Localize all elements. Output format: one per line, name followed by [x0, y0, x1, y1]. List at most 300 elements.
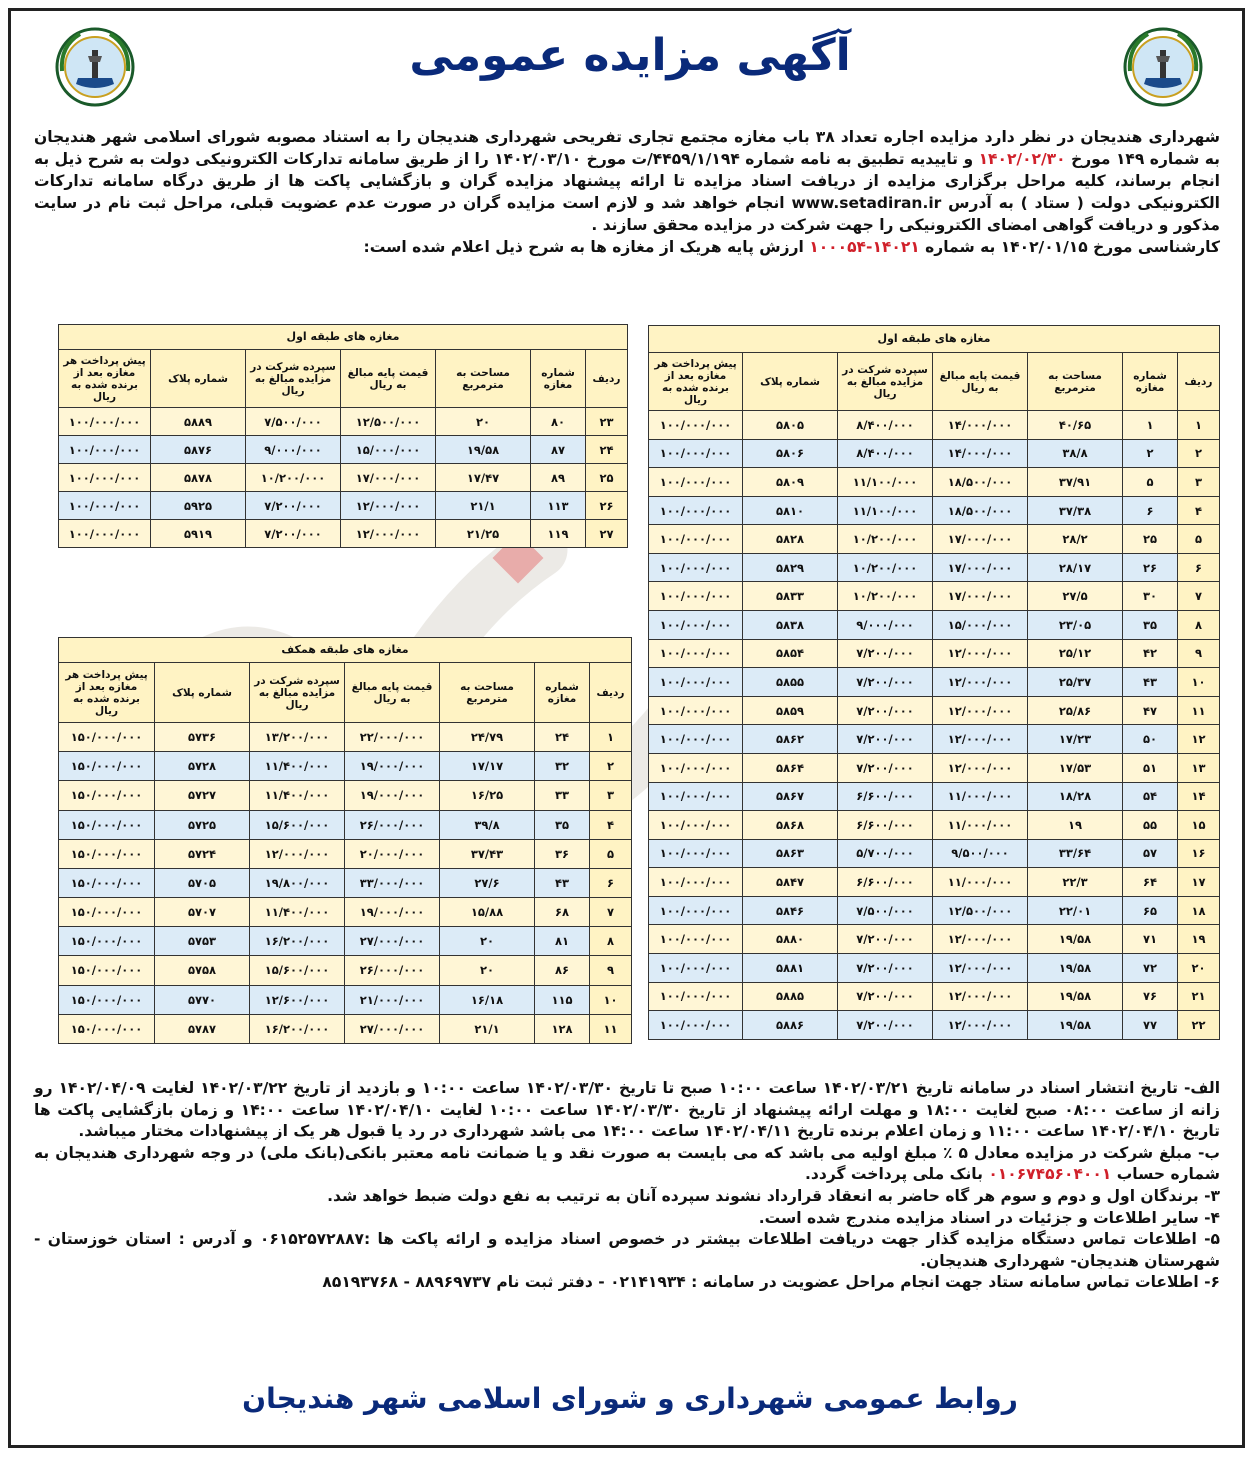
table-cell: ۱۰۰/۰۰۰/۰۰۰	[649, 925, 743, 954]
table-cell: ۱۵۰/۰۰۰/۰۰۰	[59, 752, 155, 781]
table-row	[649, 525, 1220, 554]
basement-table	[58, 637, 632, 1044]
table-cell: ۱۷/۵۳	[1028, 753, 1123, 782]
table-cell: ۱۹/۰۰۰/۰۰۰	[345, 781, 440, 810]
table-cell: ۳۵	[535, 810, 590, 839]
table-row	[59, 723, 632, 752]
table-cell: ۱۷/۴۷	[436, 464, 531, 492]
table-cell: ۵	[590, 839, 632, 868]
table-cell: ۶/۶۰۰/۰۰۰	[838, 782, 933, 811]
table-cell: ۵۱	[1123, 753, 1178, 782]
table-cell: ۱۰۰/۰۰۰/۰۰۰	[649, 896, 743, 925]
table-cell: ۳۳	[535, 781, 590, 810]
table-cell: ۴۲	[1123, 639, 1178, 668]
table-cell: ۲۶	[1123, 553, 1178, 582]
table-row	[59, 985, 632, 1014]
table-cell: ۳۸/۸	[1028, 439, 1123, 468]
table-cell: ۱۵/۶۰۰/۰۰۰	[250, 810, 345, 839]
table-cell: ۶۸	[535, 898, 590, 927]
table-cell: ۶	[1123, 496, 1178, 525]
column-header: سپرده شرکت در مزایده مبالغ به ریال	[246, 350, 341, 408]
page-title: آگهی مزایده عمومی	[409, 30, 851, 81]
table-cell: ۱۵۰/۰۰۰/۰۰۰	[59, 781, 155, 810]
table-row	[649, 725, 1220, 754]
table-cell: ۱۰/۲۰۰/۰۰۰	[838, 582, 933, 611]
table-cell: ۱۰۰/۰۰۰/۰۰۰	[649, 639, 743, 668]
table-cell: ۵۸۶۸	[743, 811, 838, 840]
table-cell: ۵۸۳۸	[743, 611, 838, 640]
table-cell: ۱۵۰/۰۰۰/۰۰۰	[59, 839, 155, 868]
table-cell: ۱۰/۲۰۰/۰۰۰	[838, 553, 933, 582]
ground-floor-table-a	[648, 325, 1220, 1040]
table-cell: ۵۸۶۳	[743, 839, 838, 868]
table-cell: ۱۴/۰۰۰/۰۰۰	[933, 439, 1028, 468]
table-cell: ۷/۵۰۰/۰۰۰	[838, 896, 933, 925]
table-cell: ۲۰	[440, 927, 535, 956]
table-cell: ۵۸۶۲	[743, 725, 838, 754]
table-cell: ۹	[590, 956, 632, 985]
table-row	[59, 898, 632, 927]
table-cell: ۵۷۰۷	[155, 898, 250, 927]
table-cell: ۱۲	[1178, 725, 1220, 754]
table-row	[649, 953, 1220, 982]
table-cell: ۱۸/۵۰۰/۰۰۰	[933, 496, 1028, 525]
table-cell: ۷/۲۰۰/۰۰۰	[838, 725, 933, 754]
table-cell: ۵۹۲۵	[151, 492, 246, 520]
column-header: شماره مغازه	[531, 350, 586, 408]
table-row	[649, 753, 1220, 782]
table-cell: ۳۳/۰۰۰/۰۰۰	[345, 868, 440, 897]
table-cell: ۸/۴۰۰/۰۰۰	[838, 439, 933, 468]
table-cell: ۱۰۰/۰۰۰/۰۰۰	[649, 696, 743, 725]
note-deposit-text-cont: بانک ملی پرداخت گردد.	[805, 1165, 983, 1184]
table-row	[649, 868, 1220, 897]
table-cell: ۱۱۵	[535, 985, 590, 1014]
table-cell: ۱۰۰/۰۰۰/۰۰۰	[649, 782, 743, 811]
table-cell: ۱۹/۸۰۰/۰۰۰	[250, 868, 345, 897]
table-cell: ۵۷	[1123, 839, 1178, 868]
table-cell: ۱۵۰/۰۰۰/۰۰۰	[59, 956, 155, 985]
table-cell: ۶۵	[1123, 896, 1178, 925]
table-cell: ۵۸۳۳	[743, 582, 838, 611]
table-cell: ۱۶/۲۵	[440, 781, 535, 810]
table-cell: ۱۰	[590, 985, 632, 1014]
table-cell: ۱۶/۲۰۰/۰۰۰	[250, 927, 345, 956]
table-row	[59, 520, 628, 548]
table-cell: ۵۸۲۹	[743, 553, 838, 582]
table-cell: ۲۱	[1178, 982, 1220, 1011]
note-deposit	[34, 1143, 1220, 1186]
table-cell: ۷/۲۰۰/۰۰۰	[838, 953, 933, 982]
table-cell: ۱۷/۰۰۰/۰۰۰	[341, 464, 436, 492]
table-row	[59, 781, 632, 810]
column-header: سپرده شرکت در مزایده مبالغ به ریال	[250, 663, 345, 723]
table-cell: ۱۲/۰۰۰/۰۰۰	[341, 520, 436, 548]
table-cell: ۵۷۳۶	[155, 723, 250, 752]
table-cell: ۲۶	[586, 492, 628, 520]
table-cell: ۱	[1123, 411, 1178, 440]
table-cell: ۸۰	[531, 408, 586, 436]
table-row	[649, 896, 1220, 925]
table-cell: ۷	[590, 898, 632, 927]
table-cell: ۱۰	[1178, 668, 1220, 697]
table-cell: ۱۵۰/۰۰۰/۰۰۰	[59, 927, 155, 956]
table-cell: ۴۰/۶۵	[1028, 411, 1123, 440]
table-cell: ۱۸	[1178, 896, 1220, 925]
table-cell: ۱۰۰/۰۰۰/۰۰۰	[649, 611, 743, 640]
table-cell: ۲۰	[436, 408, 531, 436]
table-cell: ۷/۲۰۰/۰۰۰	[838, 982, 933, 1011]
table-cell: ۱۳/۲۰۰/۰۰۰	[250, 723, 345, 752]
valuation-text: کارشناسی مورخ ۱۴۰۲/۰۱/۱۵ به شماره	[925, 238, 1220, 256]
table-cell: ۵۸۸۶	[743, 1011, 838, 1040]
table-cell: ۲۵	[1123, 525, 1178, 554]
table-row	[59, 956, 632, 985]
table-cell: ۱۹	[1028, 811, 1123, 840]
column-header: پیش پرداخت هر مغازه بعد از برنده شده به ریال	[59, 350, 151, 408]
column-header: ردیف	[1178, 353, 1220, 411]
column-header: قیمت پایه مبالغ به ریال	[933, 353, 1028, 411]
table-cell: ۲۵/۳۷	[1028, 668, 1123, 697]
table-row	[649, 611, 1220, 640]
table-cell: ۱۸/۵۰۰/۰۰۰	[933, 468, 1028, 497]
table-row	[649, 811, 1220, 840]
table-cell: ۲۰/۰۰۰/۰۰۰	[345, 839, 440, 868]
table-cell: ۸۱	[535, 927, 590, 956]
note-deposit-text: ب- مبلغ شرکت در مزایده معادل ۵ ٪ مبلغ اولیه می باشد که می بایست به صورت نقد و یا ضمانت نامه معتبر بانکی(بانک ملی) در وجه شهرداری هندیجان به شماره حساب	[34, 1143, 1220, 1184]
table-cell: ۳۷/۹۱	[1028, 468, 1123, 497]
note-details: ۴- سایر اطلاعات و جزئیات در اسناد مزایده مندرج شده است.	[758, 1208, 1220, 1227]
table-cell: ۳۲	[535, 752, 590, 781]
table-cell: ۴۳	[1123, 668, 1178, 697]
table-cell: ۹/۰۰۰/۰۰۰	[246, 436, 341, 464]
intro-text-cont: و تاییدیه تطبیق به نامه شماره ۴۴۵۹/۱/۱۹۴/ت مورخ ۱۴۰۲/۰۳/۱۰ را از طریق سامانه تدارکات الکترونیکی دولت به شرح ذیل به انجام برساند، کلیه مراحل برگزاری مزایده از دریافت اسناد مزایده تا ارائه پیشنهاد مزایده گران و بازگشایی پاکت ها از طریق درگاه سامانه تدارکات الکترونیکی دولت ( ستاد ) به آدرس www.setadiran.ir انجام خواهد شد و لازم است مزایده گران در صورت عدم عضویت قبلی، مراحل ثبت نام در سایت مذکور و دریافت گواهی امضای الکترونیکی را جهت شرکت در مزایده محقق سازند .	[34, 150, 1220, 234]
table-cell: ۵۸۸۱	[743, 953, 838, 982]
table-cell: ۱۶	[1178, 839, 1220, 868]
table-cell: ۱۰۰/۰۰۰/۰۰۰	[649, 439, 743, 468]
column-header: پیش پرداخت هر مغازه بعد از برنده شده به ریال	[649, 353, 743, 411]
table-cell: ۱	[590, 723, 632, 752]
table-cell: ۵۹۱۹	[151, 520, 246, 548]
table-cell: ۷/۲۰۰/۰۰۰	[838, 696, 933, 725]
table-row	[649, 925, 1220, 954]
table-cell: ۱۲/۰۰۰/۰۰۰	[933, 1011, 1028, 1040]
table-cell: ۱۴	[1178, 782, 1220, 811]
table-row	[59, 1014, 632, 1043]
table-cell: ۵۸۱۰	[743, 496, 838, 525]
table-cell: ۱۲/۰۰۰/۰۰۰	[933, 953, 1028, 982]
table-cell: ۸	[1178, 611, 1220, 640]
table-row	[649, 468, 1220, 497]
table-cell: ۲۴	[586, 436, 628, 464]
table-cell: ۱۱	[590, 1014, 632, 1043]
table-cell: ۱۸/۲۸	[1028, 782, 1123, 811]
table-cell: ۱۱/۱۰۰/۰۰۰	[838, 496, 933, 525]
table-cell: ۶۴	[1123, 868, 1178, 897]
note-setad-contact: ۶- اطلاعات تماس سامانه ستاد جهت انجام مراحل عضویت در سامانه : ۰۲۱۴۱۹۳۴ - دفتر ثبت نام ۸۸۹۶۹۷۳۷ - ۸۵۱۹۳۷۶۸	[322, 1273, 1220, 1292]
table-cell: ۷۲	[1123, 953, 1178, 982]
table-cell: ۲۴/۷۹	[440, 723, 535, 752]
table-cell: ۷۱	[1123, 925, 1178, 954]
table-cell: ۵۸۴۷	[743, 868, 838, 897]
column-header: سپرده شرکت در مزایده مبالغ به ریال	[838, 353, 933, 411]
notes-section	[34, 1078, 1220, 1294]
note-winners: ۳- برندگان اول و دوم و سوم هر گاه حاضر به انعقاد قرارداد نشوند سپرده آنان به ترتیب به نفع دولت ضبط خواهد شد.	[327, 1186, 1220, 1205]
table-cell: ۵۸۷۶	[151, 436, 246, 464]
bank-account-number: ۰۱۰۶۷۴۵۶۰۴۰۰۱	[988, 1165, 1112, 1184]
footer-signature: روابط عمومی شهرداری و شورای اسلامی شهر هندیجان	[242, 1382, 1018, 1415]
table-cell: ۵۷۵۸	[155, 956, 250, 985]
table-cell: ۷/۲۰۰/۰۰۰	[246, 520, 341, 548]
table-cell: ۱۳	[1178, 753, 1220, 782]
table-cell: ۷/۲۰۰/۰۰۰	[838, 1011, 933, 1040]
table-cell: ۲۶/۰۰۰/۰۰۰	[345, 810, 440, 839]
table-cell: ۳۳/۶۴	[1028, 839, 1123, 868]
table-cell: ۱۵۰/۰۰۰/۰۰۰	[59, 723, 155, 752]
table-cell: ۷/۲۰۰/۰۰۰	[838, 753, 933, 782]
ground-floor-table-b	[58, 324, 628, 548]
table-cell: ۱۰۰/۰۰۰/۰۰۰	[649, 753, 743, 782]
table-cell: ۵۸۷۸	[151, 464, 246, 492]
table-cell: ۳۵	[1123, 611, 1178, 640]
table-cell: ۱۹/۵۸	[1028, 982, 1123, 1011]
table-cell: ۵/۷۰۰/۰۰۰	[838, 839, 933, 868]
table-cell: ۱۹/۰۰۰/۰۰۰	[345, 752, 440, 781]
table-cell: ۹/۵۰۰/۰۰۰	[933, 839, 1028, 868]
column-header: شماره پلاک	[151, 350, 246, 408]
table-cell: ۵۸۲۸	[743, 525, 838, 554]
table-row	[59, 810, 632, 839]
table-cell: ۸/۴۰۰/۰۰۰	[838, 411, 933, 440]
table-cell: ۵۷۲۵	[155, 810, 250, 839]
table-cell: ۵۸۰۶	[743, 439, 838, 468]
table-cell: ۱۰۰/۰۰۰/۰۰۰	[649, 582, 743, 611]
table-cell: ۱۰۰/۰۰۰/۰۰۰	[649, 525, 743, 554]
table-cell: ۱۰۰/۰۰۰/۰۰۰	[649, 982, 743, 1011]
table-cell: ۱۵۰/۰۰۰/۰۰۰	[59, 898, 155, 927]
table-cell: ۱۱/۴۰۰/۰۰۰	[250, 781, 345, 810]
table-cell: ۱۱/۰۰۰/۰۰۰	[933, 782, 1028, 811]
table-cell: ۱۷/۰۰۰/۰۰۰	[933, 553, 1028, 582]
table-cell: ۲۷/۵	[1028, 582, 1123, 611]
column-header: شماره پلاک	[155, 663, 250, 723]
table-cell: ۶/۶۰۰/۰۰۰	[838, 811, 933, 840]
table-cell: ۲۰	[1178, 953, 1220, 982]
table-cell: ۹/۰۰۰/۰۰۰	[838, 611, 933, 640]
table-cell: ۱۹/۵۸	[436, 436, 531, 464]
table-cell: ۲۱/۰۰۰/۰۰۰	[345, 985, 440, 1014]
table-cell: ۱۲/۰۰۰/۰۰۰	[933, 668, 1028, 697]
table-cell: ۱۰۰/۰۰۰/۰۰۰	[649, 468, 743, 497]
column-header: شماره پلاک	[743, 353, 838, 411]
table-cell: ۸۷	[531, 436, 586, 464]
table-row	[649, 496, 1220, 525]
table-cell: ۶	[1178, 553, 1220, 582]
table-row	[649, 696, 1220, 725]
table-cell: ۱۷	[1178, 868, 1220, 897]
table-cell: ۱۷/۱۷	[440, 752, 535, 781]
table-row	[59, 464, 628, 492]
table-cell: ۱۰۰/۰۰۰/۰۰۰	[59, 408, 151, 436]
table-cell: ۱۱/۰۰۰/۰۰۰	[933, 811, 1028, 840]
table-cell: ۲۲/۰۰۰/۰۰۰	[345, 723, 440, 752]
table-cell: ۱۲/۰۰۰/۰۰۰	[933, 982, 1028, 1011]
column-header: قیمت پایه مبالغ به ریال	[345, 663, 440, 723]
table-cell: ۵۸۶۷	[743, 782, 838, 811]
table-cell: ۲۲/۰۱	[1028, 896, 1123, 925]
table-row	[649, 839, 1220, 868]
table-cell: ۷/۲۰۰/۰۰۰	[838, 925, 933, 954]
table-cell: ۱۴/۰۰۰/۰۰۰	[933, 411, 1028, 440]
table-cell: ۱۵۰/۰۰۰/۰۰۰	[59, 810, 155, 839]
table-row	[649, 411, 1220, 440]
table-cell: ۵۷۲۷	[155, 781, 250, 810]
table-cell: ۱۷/۲۳	[1028, 725, 1123, 754]
table-row	[59, 927, 632, 956]
table-cell: ۱۶/۱۸	[440, 985, 535, 1014]
table-cell: ۳۰	[1123, 582, 1178, 611]
table-cell: ۸	[590, 927, 632, 956]
intro-paragraph	[34, 126, 1220, 258]
table-cell: ۲	[1178, 439, 1220, 468]
column-header: پیش پرداخت هر مغازه بعد از برنده شده به ریال	[59, 663, 155, 723]
note-dates: الف- تاریخ انتشار اسناد در سامانه تاریخ ۱۴۰۲/۰۳/۲۱ ساعت ۱۰:۰۰ صبح تا تاریخ ۱۴۰۲/۰۳/۳۰ ساعت ۱۰:۰۰ و بازدید از تاریخ ۱۴۰۲/۰۳/۲۲ لغایت ۱۴۰۲/۰۴/۰۹ رو زانه از ساعت ۰۸:۰۰ صبح لغایت ۱۸:۰۰ و مهلت ارائه پیشنهاد از تاریخ ۱۴۰۲/۰۳/۳۰ ساعت ۱۰:۰۰ لغایت ۱۴۰۲/۰۴/۱۰ ساعت ۱۴:۰۰ و زمان بازگشایی پاکت ها تاریخ ۱۴۰۲/۰۴/۱۰ ساعت ۱۱:۰۰ و زمان اعلام برنده تاریخ ۱۴۰۲/۰۴/۱۱ ساعت ۱۴:۰۰ می باشد شهرداری در رد یا قبول هر یک از پیشنهادات مختار میباشد.	[34, 1079, 1221, 1141]
table-cell: ۶/۶۰۰/۰۰۰	[838, 868, 933, 897]
table-row	[59, 752, 632, 781]
table-cell: ۳	[590, 781, 632, 810]
table-cell: ۱۵/۰۰۰/۰۰۰	[341, 436, 436, 464]
table-cell: ۱۰۰/۰۰۰/۰۰۰	[649, 953, 743, 982]
table-cell: ۲۵	[586, 464, 628, 492]
table-cell: ۱۱۳	[531, 492, 586, 520]
municipality-emblem	[54, 26, 136, 108]
table-cell: ۱۱/۰۰۰/۰۰۰	[933, 868, 1028, 897]
table-cell: ۱۵/۸۸	[440, 898, 535, 927]
table-cell: ۲۷/۶	[440, 868, 535, 897]
table-cell: ۱۰۰/۰۰۰/۰۰۰	[59, 436, 151, 464]
table-row	[649, 782, 1220, 811]
table-cell: ۱۲/۰۰۰/۰۰۰	[341, 492, 436, 520]
table-cell: ۷/۵۰۰/۰۰۰	[246, 408, 341, 436]
table-cell: ۸۹	[531, 464, 586, 492]
table-cell: ۱۱/۱۰۰/۰۰۰	[838, 468, 933, 497]
table-cell: ۲۸/۲	[1028, 525, 1123, 554]
table-row	[59, 408, 628, 436]
table-cell: ۱۲/۰۰۰/۰۰۰	[933, 639, 1028, 668]
table-cell: ۵۸۵۵	[743, 668, 838, 697]
table-cell: ۵۸۵۹	[743, 696, 838, 725]
table-cell: ۲۵/۱۲	[1028, 639, 1123, 668]
table-cell: ۸۶	[535, 956, 590, 985]
table-cell: ۳۶	[535, 839, 590, 868]
table-cell: ۲۷	[586, 520, 628, 548]
table-cell: ۲۷/۰۰۰/۰۰۰	[345, 1014, 440, 1043]
table-cell: ۱۲/۰۰۰/۰۰۰	[933, 753, 1028, 782]
table-cell: ۲۱/۲۵	[436, 520, 531, 548]
table-cell: ۱۰۰/۰۰۰/۰۰۰	[649, 553, 743, 582]
table-cell: ۲۸/۱۷	[1028, 553, 1123, 582]
table-cell: ۲۵/۸۶	[1028, 696, 1123, 725]
table-row	[59, 492, 628, 520]
table-cell: ۱۷/۰۰۰/۰۰۰	[933, 525, 1028, 554]
table-row	[649, 582, 1220, 611]
table-cell: ۵۴	[1123, 782, 1178, 811]
table-cell: ۱۰/۲۰۰/۰۰۰	[246, 464, 341, 492]
table-cell: ۵۷۷۰	[155, 985, 250, 1014]
table-cell: ۴۷	[1123, 696, 1178, 725]
table-cell: ۷/۲۰۰/۰۰۰	[838, 668, 933, 697]
table-cell: ۵۸۸۵	[743, 982, 838, 1011]
table-cell: ۱۵۰/۰۰۰/۰۰۰	[59, 868, 155, 897]
table-cell: ۷۷	[1123, 1011, 1178, 1040]
table-cell: ۱۵۰/۰۰۰/۰۰۰	[59, 1014, 155, 1043]
table-cell: ۵۸۸۰	[743, 925, 838, 954]
table-cell: ۱۶/۲۰۰/۰۰۰	[250, 1014, 345, 1043]
table-row	[649, 668, 1220, 697]
table-cell: ۱۹/۵۸	[1028, 1011, 1123, 1040]
table-cell: ۱۲/۰۰۰/۰۰۰	[933, 725, 1028, 754]
table-cell: ۵۷۲۴	[155, 839, 250, 868]
table-cell: ۲۷/۰۰۰/۰۰۰	[345, 927, 440, 956]
table-cell: ۷/۲۰۰/۰۰۰	[838, 639, 933, 668]
table-cell: ۱۲/۰۰۰/۰۰۰	[250, 839, 345, 868]
table-cell: ۱	[1178, 411, 1220, 440]
table-cell: ۱۰/۲۰۰/۰۰۰	[838, 525, 933, 554]
table-cell: ۱۱/۴۰۰/۰۰۰	[250, 898, 345, 927]
table-cell: ۲۶/۰۰۰/۰۰۰	[345, 956, 440, 985]
table-cell: ۲۲/۳	[1028, 868, 1123, 897]
table-cell: ۱۲۸	[535, 1014, 590, 1043]
table-cell: ۷۶	[1123, 982, 1178, 1011]
table-cell: ۱۹/۵۸	[1028, 925, 1123, 954]
table-cell: ۱۰۰/۰۰۰/۰۰۰	[649, 1011, 743, 1040]
table-caption: مغازه های طبقه اول	[59, 325, 628, 350]
table-cell: ۱۹/۵۸	[1028, 953, 1123, 982]
table-cell: ۷/۲۰۰/۰۰۰	[246, 492, 341, 520]
table-cell: ۴	[590, 810, 632, 839]
table-cell: ۵۸۸۹	[151, 408, 246, 436]
table-cell: ۱۰۰/۰۰۰/۰۰۰	[59, 492, 151, 520]
table-cell: ۴۳	[535, 868, 590, 897]
table-cell: ۱۵/۰۰۰/۰۰۰	[933, 611, 1028, 640]
table-cell: ۲۳/۰۵	[1028, 611, 1123, 640]
note-contact: ۵- اطلاعات تماس دستگاه مزایده گذار جهت دریافت اطلاعات بیشتر در خصوص اسناد مزایده و ارائه پاکت ها :۰۶۱۵۲۵۷۲۸۸۷ و آدرس : استان خوزستان - شهرستان هندیجان- شهرداری هندیجان.	[34, 1230, 1220, 1270]
table-cell: ۱۲/۰۰۰/۰۰۰	[933, 925, 1028, 954]
table-cell: ۵۸۰۹	[743, 468, 838, 497]
table-cell: ۱۲/۵۰۰/۰۰۰	[341, 408, 436, 436]
column-header: قیمت پایه مبالغ به ریال	[341, 350, 436, 408]
table-cell: ۵۸۴۶	[743, 896, 838, 925]
table-cell: ۲۲	[1178, 1011, 1220, 1040]
table-cell: ۵	[1178, 525, 1220, 554]
table-cell: ۵۸۵۴	[743, 639, 838, 668]
table-cell: ۲۱/۱	[436, 492, 531, 520]
table-cell: ۱۰۰/۰۰۰/۰۰۰	[649, 411, 743, 440]
table-cell: ۵۵	[1123, 811, 1178, 840]
table-caption: مغازه های طبقه همکف	[59, 638, 632, 663]
column-header: شماره مغازه	[1123, 353, 1178, 411]
table-row	[649, 982, 1220, 1011]
table-cell: ۱۹	[1178, 925, 1220, 954]
table-cell: ۱۰۰/۰۰۰/۰۰۰	[649, 668, 743, 697]
table-cell: ۱۵/۶۰۰/۰۰۰	[250, 956, 345, 985]
table-cell: ۳۹/۸	[440, 810, 535, 839]
table-cell: ۵۷۵۳	[155, 927, 250, 956]
table-cell: ۳۷/۴۳	[440, 839, 535, 868]
table-cell: ۲۴	[535, 723, 590, 752]
table-cell: ۲۳	[586, 408, 628, 436]
table-cell: ۱۵۰/۰۰۰/۰۰۰	[59, 985, 155, 1014]
